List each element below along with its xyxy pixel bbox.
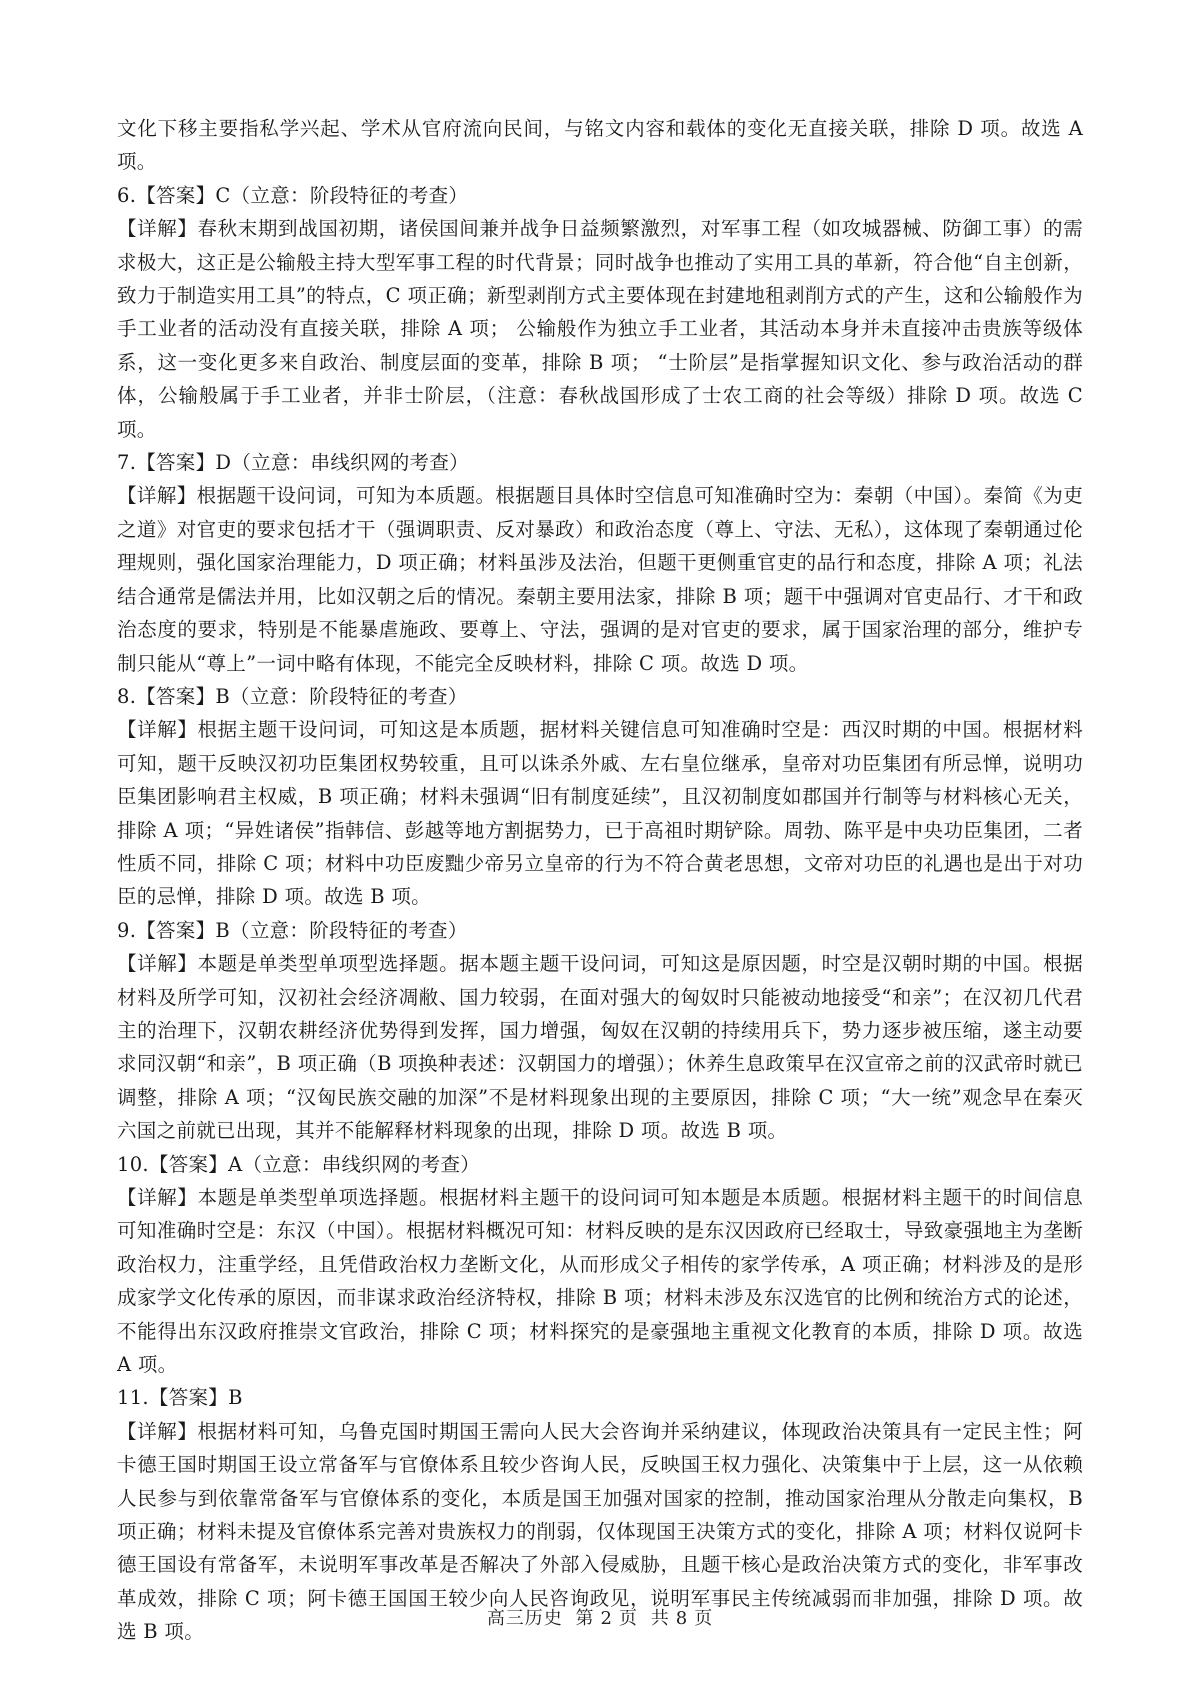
footer-page-unit: 页 xyxy=(619,1608,638,1629)
footer-total-pages: 8 xyxy=(675,1608,689,1629)
footer-page-number: 2 xyxy=(600,1608,613,1629)
footer-subject: 高三历史 xyxy=(486,1608,563,1629)
explanation-q8: 【详解】根据主题干设问词，可知这是本质题，据材料关键信息可知准确时空是：西汉时期的中国。根据材料可知，题干反映汉初功臣集团权势较重，且可以诛杀外戚、左右皇位继承，皇帝对功臣集团有所忌惮，说明功臣集团影响君主权威，B 项正确；材料未强调“旧有制度延续”，且汉初制度如郡国并行制等与材料核心无关，排除 A 项；“异姓诸侯”指韩信、彭越等地方割据势力，已于高祖时期铲除。周勃、陈平是中央功臣集团，二者性质不同，排除 C 项；材料中功臣废黜少帝另立皇帝的行为不符合黄老思想，文帝对功臣的礼遇也是出于对功臣的忌惮，排除 D 项。故选 B 项。 xyxy=(117,718,1083,909)
explanation-q11: 【详解】根据材料可知，乌鲁克国时期国王需向人民大会咨询并采纳建议，体现政治决策具有一定民主性；阿卡德王国时期国王设立常备军与官僚体系且较少咨询人民，反映国王权力强化、决策集中于上层，这一从依赖人民参与到依靠常备军与官僚体系的变化，本质是国王加强对国家的控制，推动国家治理从分散走向集权，B 项正确；材料未提及官僚体系完善对贵族权力的削弱，仅体现国王决策方式的变化，排除 A 项；材料仅说阿卡德王国设有常备军，未说明军事改革是否解决了外部入侵威胁，且题干核心是政治决策方式的变化，非军事改革成效，排除 C 项；阿卡德王国国王较少向人民咨询政见，说明军事民主传统减弱而非加强，排除 D 项。故选 B 项。 xyxy=(117,1419,1083,1644)
document-body xyxy=(117,112,1083,1649)
explanation-q10: 【详解】本题是单类型单项选择题。根据材料主题干的设问词可知本题是本质题。根据材料主题干的时间信息可知准确时空是：东汉（中国）。根据材料概况可知：材料反映的是东汉因政府已经取士，导致豪强地主为垄断政治权力，注重学经，且凭借政治权力垄断文化，从而形成父子相传的家学传承，A 项正确；材料涉及的是形成家学文化传承的原因，而非谋求政治经济特权，排除 B 项；材料未涉及东汉选官的比例和统治方式的论述，不能得出东汉政府推崇文官政治，排除 C 项；材料探究的是豪强地主重视文化教育的本质，排除 D 项。故选 A 项。 xyxy=(117,1186,1083,1377)
page-footer xyxy=(0,1604,1200,1630)
explanation-q9: 【详解】本题是单类型单项型选择题。据本题主题干设问词，可知这是原因题，时空是汉朝时期的中国。根据材料及所学可知，汉初社会经济凋敝、国力较弱，在面对强大的匈奴时只能被动地接受“和亲”；在汉初几代君主的治理下，汉朝农耕经济优势得到发挥，国力增强，匈奴在汉朝的持续用兵下，势力逐步被压缩，遂主动要求同汉朝“和亲”，B 项正确（B 项换种表述：汉朝国力的增强）；休养生息政策早在汉宣帝之前的汉武帝时就已调整，排除 A 项；“汉匈民族交融的加深”不是材料现象出现的主要原因，排除 C 项；“大一统”观念早在秦灭六国之前就已出现，其并不能解释材料现象的出现，排除 D 项。故选 B 项。 xyxy=(117,952,1083,1143)
footer-page-prefix: 第 xyxy=(575,1608,595,1629)
paragraph-q5-continuation: 文化下移主要指私学兴起、学术从官府流向民间，与铭文内容和载体的变化无直接关联，排除 D 项。故选 A 项。 xyxy=(117,117,1083,174)
answer-q10: 10.【答案】A（立意：串线织网的考查） xyxy=(117,1152,481,1176)
answer-q6: 6.【答案】C（立意：阶段特征的考查） xyxy=(117,183,469,207)
answer-q8: 8.【答案】B（立意：阶段特征的考查） xyxy=(117,684,468,708)
answer-q9: 9.【答案】B（立意：阶段特征的考查） xyxy=(117,918,468,942)
footer-total-unit: 页 xyxy=(694,1608,714,1629)
answer-q11: 11.【答案】B xyxy=(117,1386,243,1410)
explanation-q6: 【详解】春秋末期到战国初期，诸侯国间兼并战争日益频繁激烈，对军事工程（如攻城器械、防御工事）的需求极大，这正是公输般主持大型军事工程的时代背景；同时战争也推动了实用工具的革新，符合他“自主创新，致力于制造实用工具”的特点，C 项正确；新型剥削方式主要体现在封建地租剥削方式的产生，这和公输般作为手工业者的活动没有直接关联，排除 A 项； 公输般作为独立手工业者，其活动本身并未直接冲击贵族等级体系，这一变化更多来自政治、制度层面的变革，排除 B 项； “士阶层”是指掌握知识文化、参与政治活动的群体，公输般属于手工业者，并非士阶层，（注意：春秋战国形成了士农工商的社会等级）排除 D 项。故选 C 项。 xyxy=(117,217,1083,441)
explanation-q7: 【详解】根据题干设问词，可知为本质题。根据题目具体时空信息可知准确时空为：秦朝（中国）。秦简《为吏之道》对官吏的要求包括才干（强调职责、反对暴政）和政治态度（尊上、守法、无私），这体现了秦朝通过伦理规则，强化国家治理能力，D 项正确；材料虽涉及法治，但题干更侧重官吏的品行和态度，排除 A 项；礼法结合通常是儒法并用，比如汉朝之后的情况。秦朝主要用法家，排除 B 项；题干中强调对官吏品行、才干和政治态度的要求，特别是不能暴虐施政、要尊上、守法，强调的是对官吏的要求，属于国家治理的部分，维护专制只能从“尊上”一词中略有体现，不能完全反映材料，排除 C 项。故选 D 项。 xyxy=(117,484,1083,675)
answer-q7: 7.【答案】D（立意：串线织网的考查） xyxy=(117,451,469,475)
footer-total-prefix: 共 xyxy=(650,1608,670,1629)
